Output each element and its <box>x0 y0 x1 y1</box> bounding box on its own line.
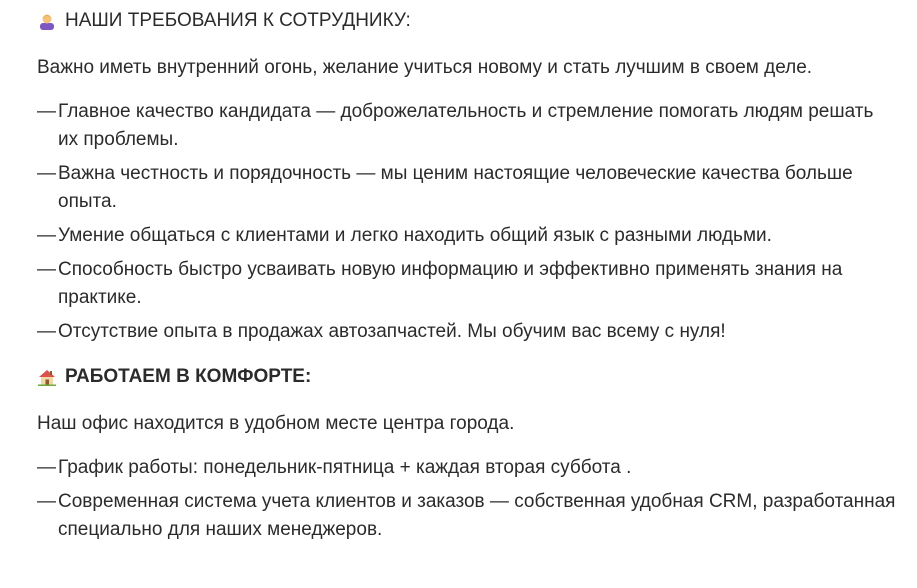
list-item-text: Способность быстро усваивать новую информацию и эффективно применять знания на практике. <box>58 259 843 308</box>
list-bullet: — <box>37 259 56 280</box>
list-item <box>37 318 897 346</box>
list-bullet: — <box>37 163 56 184</box>
requirements-heading <box>37 10 411 32</box>
list-item-text: Умение общаться с клиентами и легко находить общий язык с разными людьми. <box>58 225 772 246</box>
requirements-title: НАШИ ТРЕБОВАНИЯ К СОТРУДНИКУ: <box>65 10 411 31</box>
list-item-text: График работы: понедельник-пятница + каждая вторая суббота . <box>58 457 632 478</box>
person-icon <box>37 11 57 31</box>
list-bullet: — <box>37 101 56 122</box>
list-bullet: — <box>37 321 56 342</box>
list-item <box>37 256 897 312</box>
list-bullet: — <box>37 225 56 246</box>
list-item <box>37 160 897 216</box>
list-item-text: Отсутствие опыта в продажах автозапчастей. Мы обучим вас всему с нуля! <box>58 321 726 342</box>
comfort-intro: Наш офис находится в удобном месте центра города. <box>37 413 515 434</box>
comfort-heading <box>37 366 311 388</box>
list-bullet: — <box>37 491 56 512</box>
list-item <box>37 222 897 250</box>
list-item <box>37 454 897 482</box>
list-item-text: Главное качество кандидата — доброжелательность и стремление помогать людям решать их проблемы. <box>58 101 874 150</box>
list-item <box>37 98 897 154</box>
list-item-text: Важна честность и порядочность — мы ценим настоящие человеческие качества больше опыта. <box>58 163 853 212</box>
comfort-list <box>37 454 897 544</box>
comfort-title: РАБОТАЕМ В КОМФОРТЕ: <box>65 366 312 387</box>
requirements-intro: Важно иметь внутренний огонь, желание учиться новому и стать лучшим в своем деле. <box>37 57 813 78</box>
list-item <box>37 488 897 544</box>
house-icon <box>37 367 57 387</box>
list-item-text: Современная система учета клиентов и заказов — собственная удобная CRM, разработанная специально для наших менеджеров. <box>58 491 896 540</box>
list-bullet: — <box>37 457 56 478</box>
requirements-list <box>37 98 897 346</box>
